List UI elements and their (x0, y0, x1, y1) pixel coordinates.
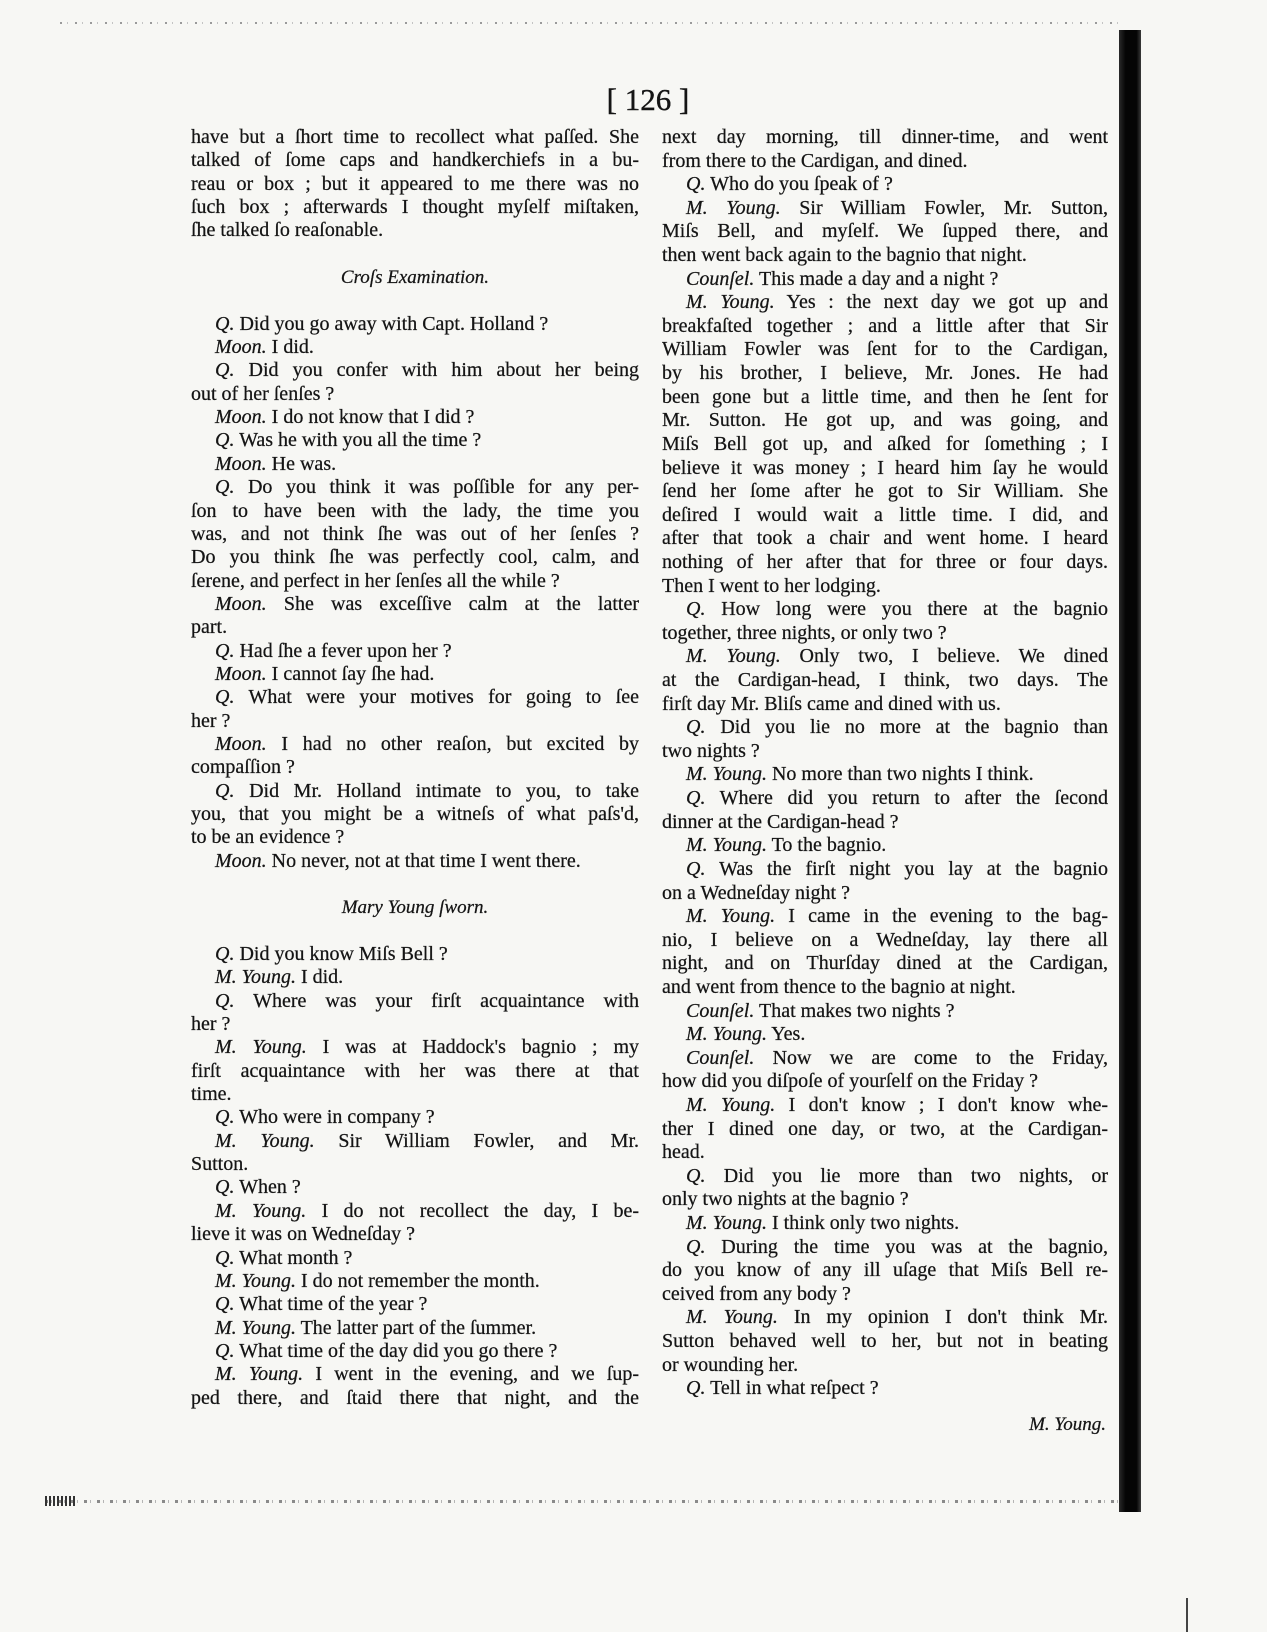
line-text: Only two, I believe. We dined (799, 645, 1108, 668)
line-text: Was he with you all the time ? (239, 429, 482, 452)
paragraph (191, 640, 639, 663)
text-line (191, 990, 639, 1013)
paragraph (191, 850, 639, 873)
scan-noise-bottom (45, 1500, 1120, 1503)
text-line: do you know of any ill uſage that Miſs Bell re- (662, 1259, 1108, 1282)
text-line: at the Cardigan-head, I think, two days. The (662, 669, 1108, 692)
text-line: to be an evidence ? (191, 826, 345, 849)
text-line: Sutton. (191, 1153, 249, 1176)
line-text: I don't know ; I don't know whe- (788, 1093, 1108, 1116)
paragraph (191, 406, 639, 429)
text-line: you, that you might be a witneſs of what paſs'd, (191, 802, 639, 825)
text-line (191, 1363, 639, 1386)
text-line: how did you diſpoſe of yourſelf on the Friday ? (662, 1070, 1039, 1093)
line-text: Do you think it was poſſible for any per- (247, 476, 639, 499)
paragraph (191, 1106, 639, 1129)
paragraph (191, 1270, 639, 1293)
text-line: together, three nights, or only two ? (662, 621, 947, 644)
text-line: next day morning, till dinner-time, and went (662, 126, 1108, 148)
paragraph (191, 476, 639, 593)
paragraph (662, 645, 1108, 716)
text-line (191, 780, 639, 803)
text-line: ſend her ſome after he got to Sir William. She (662, 480, 1108, 503)
line-text: During the time you was at the bagnio, (721, 1235, 1108, 1258)
paragraph (662, 834, 1108, 858)
text-line: night, and on Thurſday dined at the Cardigan, (662, 952, 1108, 975)
line-text: The latter part of the ſummer. (300, 1316, 537, 1339)
scan-mark (1186, 1598, 1188, 1632)
paragraph (662, 1377, 1108, 1401)
column-right (662, 126, 1108, 1401)
line-text: Where was your firſt acquaintance with (253, 989, 639, 1012)
line-text: Did you lie more than two nights, or (723, 1164, 1108, 1187)
text-line: reau or box ; but it appeared to me there was no (191, 172, 639, 195)
paragraph (191, 336, 639, 359)
speaker-label: Moon. (215, 406, 267, 429)
speaker-label: Q. (686, 1164, 706, 1187)
speaker-label: Q. (215, 779, 235, 802)
text-line (662, 197, 1108, 221)
text-line (191, 429, 639, 452)
text-line (191, 593, 639, 616)
line-text: Yes. (771, 1023, 806, 1046)
speaker-label: Moon. (215, 336, 267, 359)
text-line (191, 640, 639, 663)
speaker-label: Moon. (215, 452, 267, 475)
text-line (662, 173, 1108, 197)
line-text: She was exceſſive calm at the latter (283, 592, 639, 615)
paragraph (662, 1236, 1108, 1307)
paragraph (662, 858, 1108, 905)
text-line: nio, I believe on a Wedneſday, lay there all (662, 928, 1108, 951)
text-line (662, 905, 1108, 929)
line-text: What were your motives for going to ſee (248, 686, 639, 709)
paragraph (191, 1363, 639, 1410)
paragraph (191, 1247, 639, 1270)
line-text: Did you lie no more at the bagnio than (720, 716, 1108, 739)
text-line (191, 313, 639, 336)
paragraph (191, 1293, 639, 1316)
text-line: Mr. Sutton. He got up, and was going, and (662, 409, 1108, 432)
text-line (662, 1165, 1108, 1189)
paragraph (662, 598, 1108, 645)
speaker-label: M. Young. (686, 1306, 778, 1329)
text-line (662, 834, 1108, 858)
text-line: her ? (191, 709, 231, 732)
text-line: her ? (191, 1013, 231, 1036)
text-line: or wounding her. (662, 1353, 799, 1376)
line-text: I cannot ſay ſhe had. (271, 662, 435, 685)
text-line: ſhe talked ſo reaſonable. (191, 219, 384, 242)
paragraph (662, 1165, 1108, 1212)
paragraph (662, 126, 1108, 173)
speaker-label: Moon. (215, 732, 267, 755)
text-line: ceived from any body ? (662, 1282, 851, 1305)
section-heading: Mary Young ſworn. (341, 897, 489, 919)
scan-edge-shadow (1119, 30, 1141, 1512)
speaker-label: Q. (215, 686, 235, 709)
paragraph (191, 943, 639, 966)
line-text: Sir William Fowler, and Mr. (338, 1129, 639, 1152)
speaker-label: M. Young. (686, 645, 781, 668)
speaker-label: M. Young. (686, 763, 767, 786)
text-line: time. (191, 1083, 232, 1106)
paragraph (191, 429, 639, 452)
speaker-label: M. Young. (215, 1199, 307, 1222)
paragraph (662, 1000, 1108, 1024)
paragraph (662, 1212, 1108, 1236)
paragraph (662, 291, 1108, 598)
speaker-label: Q. (215, 429, 235, 452)
text-line: Then I went to her lodging. (662, 574, 881, 597)
speaker-label: Q. (215, 639, 235, 662)
text-line (191, 1200, 639, 1223)
text-line: compaſſion ? (191, 756, 295, 779)
speaker-label: Moon. (215, 592, 267, 615)
paragraph (662, 763, 1108, 787)
paragraph (191, 990, 639, 1037)
text-line (191, 1247, 639, 1270)
speaker-label: Moon. (215, 849, 267, 872)
speaker-label: Counſel. (686, 999, 755, 1022)
paragraph (662, 268, 1108, 292)
text-line: dinner at the Cardigan-head ? (662, 810, 899, 833)
text-line (191, 1317, 639, 1340)
text-line: firſt day Mr. Bliſs came and dined with us. (662, 692, 1001, 715)
line-text: Now we are come to the Friday, (772, 1046, 1108, 1069)
text-line (662, 645, 1108, 669)
text-line: out of her ſenſes ? (191, 382, 335, 405)
line-text: No never, not at that time I went there. (271, 849, 581, 872)
line-text: I did. (271, 336, 314, 359)
line-text: I think only two nights. (771, 1212, 960, 1235)
text-line (191, 1036, 639, 1059)
line-text: Sir William Fowler, Mr. Sutton, (799, 196, 1108, 219)
text-line: have but a ſhort time to recollect what paſſed. She (191, 126, 639, 148)
text-line: Do you think ſhe was perfectly cool, calm, and (191, 546, 639, 569)
paragraph (662, 197, 1108, 268)
speaker-label: Q. (215, 312, 235, 335)
text-line (662, 598, 1108, 622)
line-text: I did. (300, 966, 344, 989)
line-text: Where did you return to after the ſecond (719, 787, 1108, 810)
speaker-label: M. Young. (215, 1129, 315, 1152)
text-line (662, 716, 1108, 740)
line-text: Did you know Miſs Bell ? (239, 943, 448, 966)
paragraph (191, 663, 639, 686)
line-text: I had no other reaſon, but excited by (281, 732, 639, 755)
speaker-label: Q. (215, 359, 235, 382)
speaker-label: Q. (686, 173, 706, 196)
line-text: I was at Haddock's bagnio ; my (322, 1036, 639, 1059)
line-text: That makes two nights ? (758, 999, 955, 1022)
text-line (662, 1094, 1108, 1118)
text-line: firſt acquaintance with her was there at that (191, 1059, 639, 1082)
line-text: Was the firſt night you lay at the bagnio (719, 857, 1108, 880)
speaker-label: M. Young. (215, 966, 296, 989)
text-line: breakfaſted together ; and a little after that Sir (662, 314, 1108, 337)
text-line (191, 1270, 639, 1293)
speaker-label: M. Young. (215, 1036, 307, 1059)
speaker-label: Q. (215, 943, 235, 966)
text-line: ther I dined one day, or two, at the Cardigan- (662, 1117, 1108, 1140)
text-line: on a Wedneſday night ? (662, 881, 850, 904)
speaker-label: Q. (686, 1377, 706, 1400)
line-text: He was. (271, 452, 337, 475)
speaker-label: Q. (686, 857, 706, 880)
speaker-label: Q. (215, 1176, 235, 1199)
line-text: How long were you there at the bagnio (721, 598, 1108, 621)
paragraph (191, 1340, 639, 1363)
text-line: after that took a chair and went home. I heard (662, 527, 1108, 550)
text-line: part. (191, 616, 228, 639)
speaker-label: Moon. (215, 662, 267, 685)
text-line (191, 1130, 639, 1153)
speaker-label: Counſel. (686, 1046, 755, 1069)
text-line (191, 850, 639, 873)
line-text: I do not know that I did ? (271, 406, 475, 429)
text-line: from there to the Cardigan, and dined. (662, 149, 968, 172)
text-line (191, 453, 639, 476)
line-text: I came in the evening to the bag- (788, 905, 1108, 928)
speaker-label: Q. (215, 1246, 235, 1269)
text-line (191, 336, 639, 359)
text-line: only two nights at the bagnio ? (662, 1188, 909, 1211)
paragraph (191, 1200, 639, 1247)
text-line (191, 359, 639, 382)
speaker-label: Q. (686, 716, 706, 739)
speaker-label: M. Young. (686, 1212, 767, 1235)
paragraph (662, 1094, 1108, 1165)
speaker-label: M. Young. (686, 291, 775, 314)
text-line (662, 1023, 1108, 1047)
line-text: Yes : the next day we got up and (786, 291, 1108, 314)
text-line (191, 663, 639, 686)
line-text: I do not remember the month. (300, 1269, 540, 1292)
text-line (191, 686, 639, 709)
line-text: Did you confer with him about her being (248, 359, 639, 382)
text-line (191, 733, 639, 756)
line-text: Who do you ſpeak of ? (710, 173, 893, 196)
section-heading: Croſs Examination. (340, 267, 490, 289)
text-line (191, 1340, 639, 1363)
line-text: Did you go away with Capt. Holland ? (239, 312, 549, 335)
text-line: lieve it was on Wedneſday ? (191, 1223, 416, 1246)
line-text: What time of the year ? (239, 1293, 428, 1316)
paragraph (662, 173, 1108, 197)
paragraph (662, 1306, 1108, 1377)
paragraph (662, 905, 1108, 999)
paragraph (662, 1047, 1108, 1094)
speaker-label: Q. (215, 1106, 235, 1129)
line-text: No more than two nights I think. (771, 763, 1034, 786)
paragraph (191, 686, 639, 733)
text-line (662, 787, 1108, 811)
paragraph (191, 1130, 639, 1177)
paragraph (191, 1176, 639, 1199)
scan-noise-top (60, 22, 1120, 24)
text-line: Miſs Bell got up, and aſked for ſomething ; I (662, 432, 1108, 455)
text-line: by his brother, I believe, Mr. Jones. He had (662, 362, 1108, 385)
line-text: To the bagnio. (771, 834, 887, 857)
line-text: I went in the evening, and we ſup- (315, 1363, 639, 1386)
line-text: This made a day and a night ? (758, 267, 999, 290)
speaker-label: M. Young. (686, 196, 781, 219)
speaker-label: M. Young. (686, 905, 776, 928)
line-text: When ? (239, 1176, 301, 1199)
speaker-label: M. Young. (215, 1316, 296, 1339)
text-line: been gone but a little time, and then he ſent for (662, 385, 1108, 408)
speaker-label: M. Young. (686, 834, 767, 857)
text-line: Miſs Bell, and myſelf. We ſupped there, and (662, 220, 1108, 243)
line-text: In my opinion I don't think Mr. (793, 1306, 1108, 1329)
speaker-label: Q. (215, 476, 235, 499)
page-number: [ 126 ] (606, 82, 690, 117)
paragraph (662, 716, 1108, 763)
paragraph (662, 787, 1108, 834)
text-line: two nights ? (662, 739, 760, 762)
text-line: ped there, and ſtaid there that night, and the (191, 1386, 639, 1409)
text-line (191, 1176, 639, 1199)
paragraph (191, 126, 639, 243)
text-line: head. (662, 1141, 705, 1164)
line-text: Tell in what reſpect ? (710, 1377, 879, 1400)
text-line (662, 1212, 1108, 1236)
text-line (191, 406, 639, 429)
speaker-label: Q. (215, 1293, 235, 1316)
text-line: then went back again to the bagnio that night. (662, 244, 1027, 267)
line-text: Did Mr. Holland intimate to you, to take (249, 779, 639, 802)
speaker-label: M. Young. (686, 1023, 767, 1046)
line-text: What month ? (239, 1246, 353, 1269)
catchword: M. Young. (1029, 1414, 1106, 1435)
paragraph (191, 313, 639, 336)
text-line (191, 943, 639, 966)
paragraph (191, 359, 639, 406)
text-line (662, 1306, 1108, 1330)
speaker-label: Q. (686, 1235, 706, 1258)
text-line: ſerene, and perfect in her ſenſes all the while ? (191, 569, 560, 592)
paragraph (191, 780, 639, 850)
speaker-label: Counſel. (686, 267, 755, 290)
text-line (662, 1000, 1108, 1024)
text-line (191, 966, 639, 989)
paragraph (191, 733, 639, 780)
line-text: What time of the day did you go there ? (239, 1339, 558, 1362)
text-line (662, 763, 1108, 787)
text-line (662, 268, 1108, 292)
text-line (191, 1106, 639, 1129)
speaker-label: Q. (215, 989, 235, 1012)
text-line: Sutton behaved well to her, but not in beating (662, 1330, 1108, 1353)
text-line: talked of ſome caps and handkerchiefs in a bu- (191, 149, 639, 172)
text-line: deſired I would wait a little time. I did, and (662, 503, 1108, 526)
text-line (662, 291, 1108, 315)
paragraph (191, 453, 639, 476)
text-line (662, 1377, 1108, 1401)
paragraph (191, 593, 639, 640)
speaker-label: M. Young. (215, 1363, 304, 1386)
speaker-label: Q. (686, 787, 706, 810)
text-line: ſon to have been with the lady, the time you (191, 499, 639, 522)
line-text: Had ſhe a fever upon her ? (239, 639, 452, 662)
column-left (191, 126, 639, 1410)
paragraph (191, 1036, 639, 1106)
paragraph (662, 1023, 1108, 1047)
text-line: ſuch box ; afterwards I thought myſelf miſtaken, (191, 196, 639, 219)
text-line (662, 858, 1108, 882)
paragraph (191, 1317, 639, 1340)
speaker-label: Q. (686, 598, 706, 621)
line-text: Who were in company ? (239, 1106, 435, 1129)
text-line: believe it was money ; I heard him ſay he would (662, 456, 1108, 479)
speaker-label: M. Young. (215, 1269, 296, 1292)
text-line (662, 1236, 1108, 1260)
text-line (662, 1047, 1108, 1071)
text-line (191, 476, 639, 499)
text-line: nothing of her after that for three or four days. (662, 550, 1108, 573)
text-line: was, and not think ſhe was out of her ſenſes ? (191, 522, 639, 545)
text-line: William Fowler was ſent for to the Cardigan, (662, 338, 1108, 361)
text-line: and went from thence to the bagnio at night. (662, 975, 1016, 998)
speaker-label: Q. (215, 1339, 235, 1362)
line-text: I do not recollect the day, I be- (321, 1199, 639, 1222)
speaker-label: M. Young. (686, 1093, 776, 1116)
paragraph (191, 966, 639, 989)
scan-blot (45, 1496, 75, 1506)
text-line (191, 1293, 639, 1316)
